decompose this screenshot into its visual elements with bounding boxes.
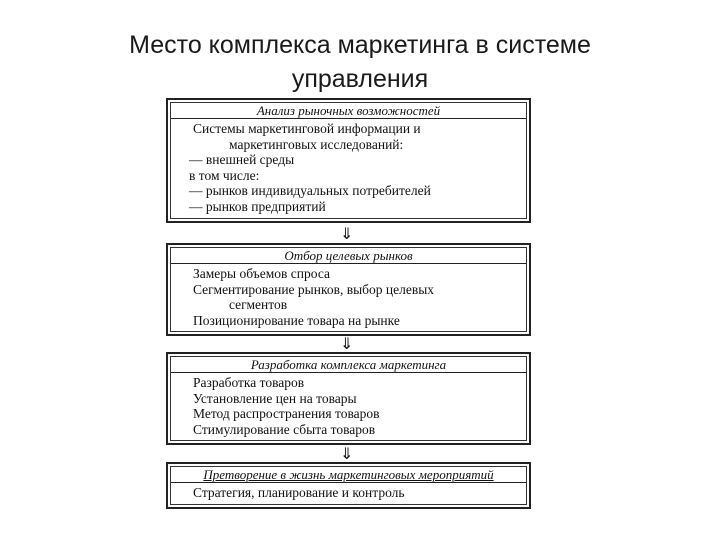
down-arrow-icon: ⇓	[340, 444, 354, 463]
block-line: — внешней среды	[189, 152, 295, 168]
block-line: Замеры объемов спроса	[193, 266, 330, 281]
block-header: Отбор целевых рынков	[171, 248, 526, 264]
block-implementation	[166, 462, 531, 509]
block-line: Разработка товаров	[193, 375, 305, 390]
block-header: Разработка комплекса маркетинга	[171, 357, 526, 373]
block-line: Системы маркетинговой информации и	[193, 121, 421, 136]
block-line: маркетинговых исследований:	[229, 136, 404, 152]
down-arrow-icon: ⇓	[340, 334, 354, 353]
block-marketing-mix	[166, 352, 531, 445]
block-header: Анализ рыночных возможностей	[171, 103, 526, 119]
block-line: в том числе:	[189, 167, 260, 183]
block-line: — рынков предприятий	[189, 198, 326, 214]
block-line: сегментов	[229, 297, 288, 313]
down-arrow-icon: ⇓	[340, 224, 354, 243]
block-line: — рынков индивидуальных потребителей	[189, 183, 431, 199]
block-line: Метод распространения товаров	[193, 406, 380, 422]
block-line: Установление цен на товары	[193, 390, 357, 406]
block-line: Сегментирование рынков, выбор целевых	[193, 281, 435, 297]
block-header: Претворение в жизнь маркетинговых мероприятий	[171, 467, 526, 483]
block-line: Позиционирование товара на рынке	[193, 312, 400, 328]
block-line: Стратегия, планирование и контроль	[193, 485, 405, 500]
slide-title: Место комплекса маркетинга в системе управления	[129, 31, 591, 93]
block-market-analysis	[166, 98, 531, 223]
block-target-markets	[166, 243, 531, 336]
block-line: Стимулирование сбыта товаров	[193, 421, 376, 437]
